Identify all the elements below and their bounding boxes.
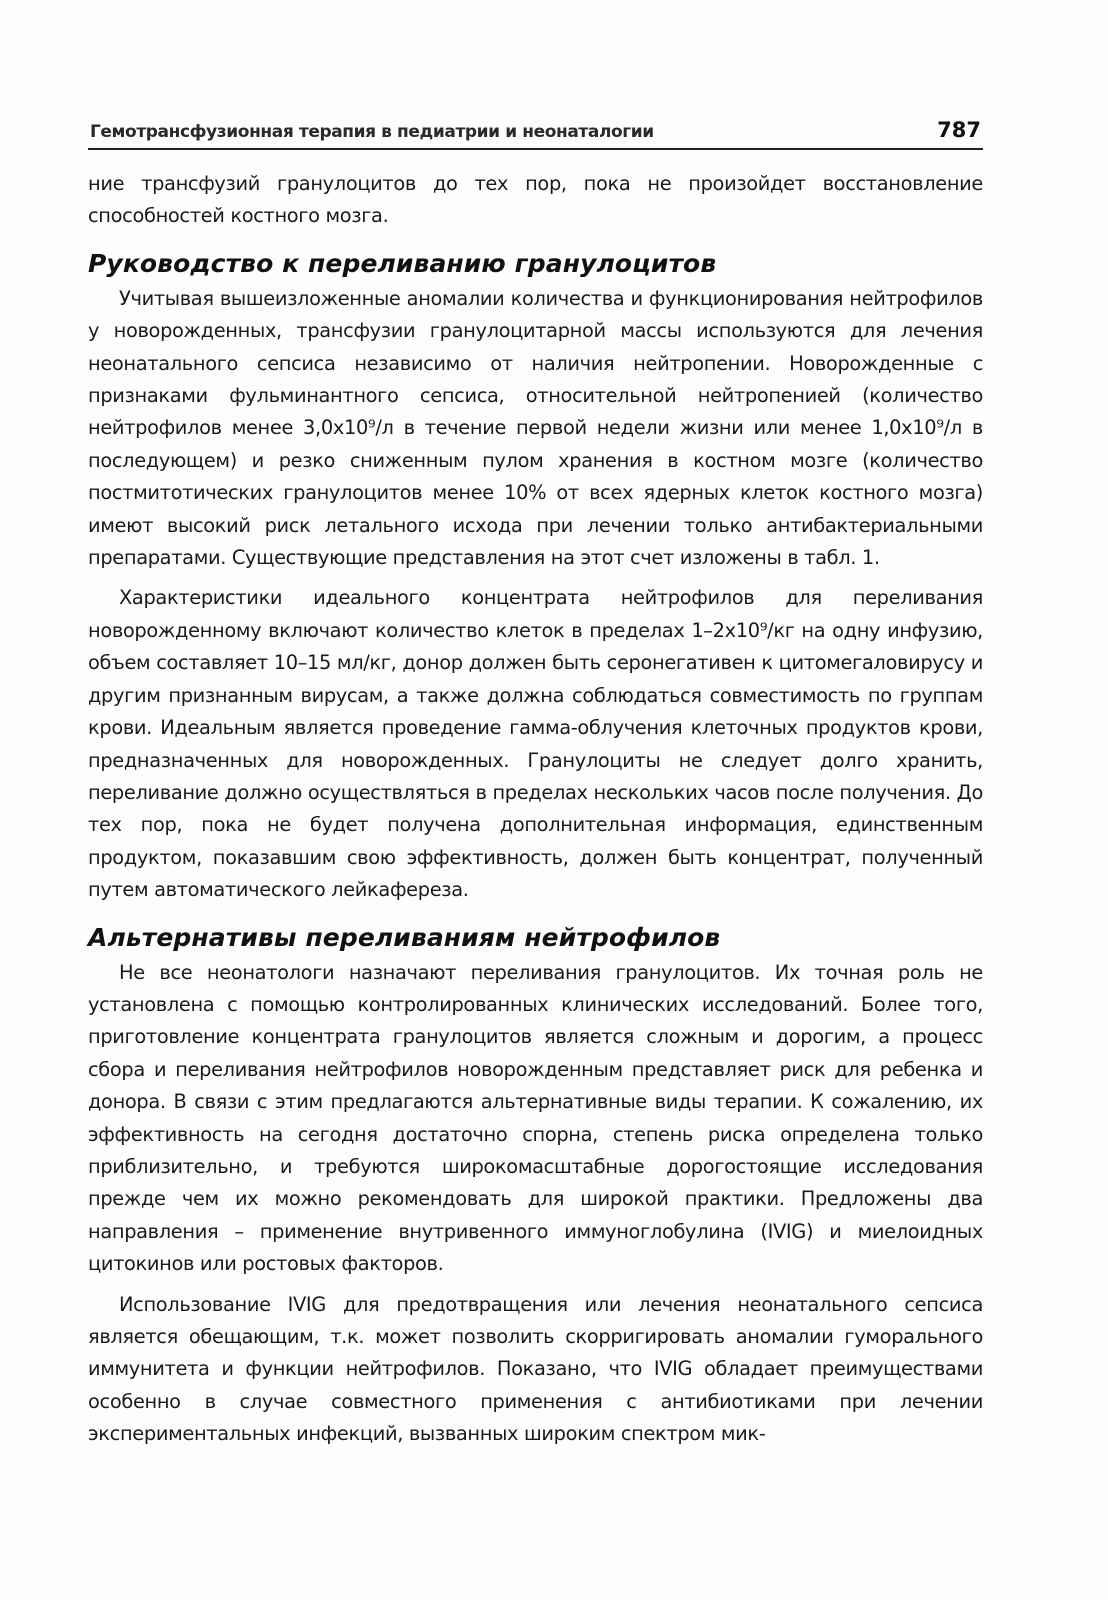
- section-heading-alternatives: Альтернативы переливаниям нейтрофилов: [88, 922, 721, 952]
- paragraph: Не все неонатологи назначают переливания гранулоцитов. Их точная роль не установлена с помощью контролированных клинических исследований. Более того, приготовление концентрата гранулоцитов является сложным и дорогим, а процесс сбора и переливания нейтрофилов новорожденным представляет риск для ребенка и донора. В связи с этим предлагаются альтернативные виды терапии. К сожалению, их эффективность на сегодня достаточно спорна, степень риска определена только приблизительно, и требуются широкомасштабные дорогостоящие исследования прежде чем их можно рекомендовать для широкой практики. Предложены два направления – применение внутривенного иммуноглобулина (IVIG) и миелоидных цитокинов или ростовых факторов.: [88, 960, 983, 1276]
- running-header: [88, 108, 983, 150]
- page-number: 787: [937, 118, 981, 142]
- page-body: [88, 168, 983, 1451]
- section-heading-granulocyte-guidelines: Руководство к переливанию гранулоцитов: [88, 248, 717, 278]
- paragraph: Характеристики идеального концентрата нейтрофилов для переливания новорожденному включают количество клеток в пределах 1–2x10⁹/кг на одну инфузию, объем составляет 10–15 мл/кг, донор должен быть серонегативен к цитомегаловирусу и другим признанным вирусам, а также должна соблюдаться совместимость по группам крови. Идеальным является проведение гамма-облучения клеточных продуктов крови, предназначенных для новорожденных. Гранулоциты не следует долго хранить, переливание должно осуществляться в пределах нескольких часов после получения. До тех пор, пока не будет получена дополнительная информация, единственным продуктом, показавшим свою эффективность, должен быть концентрат, полученный путем автоматического лейкафереза.: [88, 586, 983, 902]
- paragraph: Учитывая вышеизложенные аномалии количества и функционирования нейтрофилов у новорожденных, трансфузии гранулоцитарной массы используются для лечения неонатального сепсиса независимо от наличия нейтропении. Новорожденные с признаками фульминантного сепсиса, относительной нейтропенией (количество нейтрофилов менее 3,0x10⁹/л в течение первой недели жизни или менее 1,0x10⁹/л в последующем) и резко сниженным пулом хранения в костном мозге (количество постмитотических гранулоцитов менее 10% от всех ядерных клеток костного мозга) имеют высокий риск летального исхода при лечении только антибактериальными препаратами. Существующие представления на этот счет изложены в табл. 1.: [88, 286, 983, 570]
- running-title: Гемотрансфузионная терапия в педиатрии и неонаталогии: [90, 122, 654, 142]
- intro-paragraph: ние трансфузий гранулоцитов до тех пор, пока не произойдет восстановление способностей костного мозга.: [88, 172, 983, 228]
- paragraph: Использование IVIG для предотвращения или лечения неонатального сепсиса является обещающим, т.к. может позволить скорригировать аномалии гуморального иммунитета и функции нейтрофилов. Показано, что IVIG обладает преимуществами особенно в случае совместного применения с антибиотиками при лечении экспериментальных инфекций, вызванных широким спектром мик-: [88, 1292, 983, 1446]
